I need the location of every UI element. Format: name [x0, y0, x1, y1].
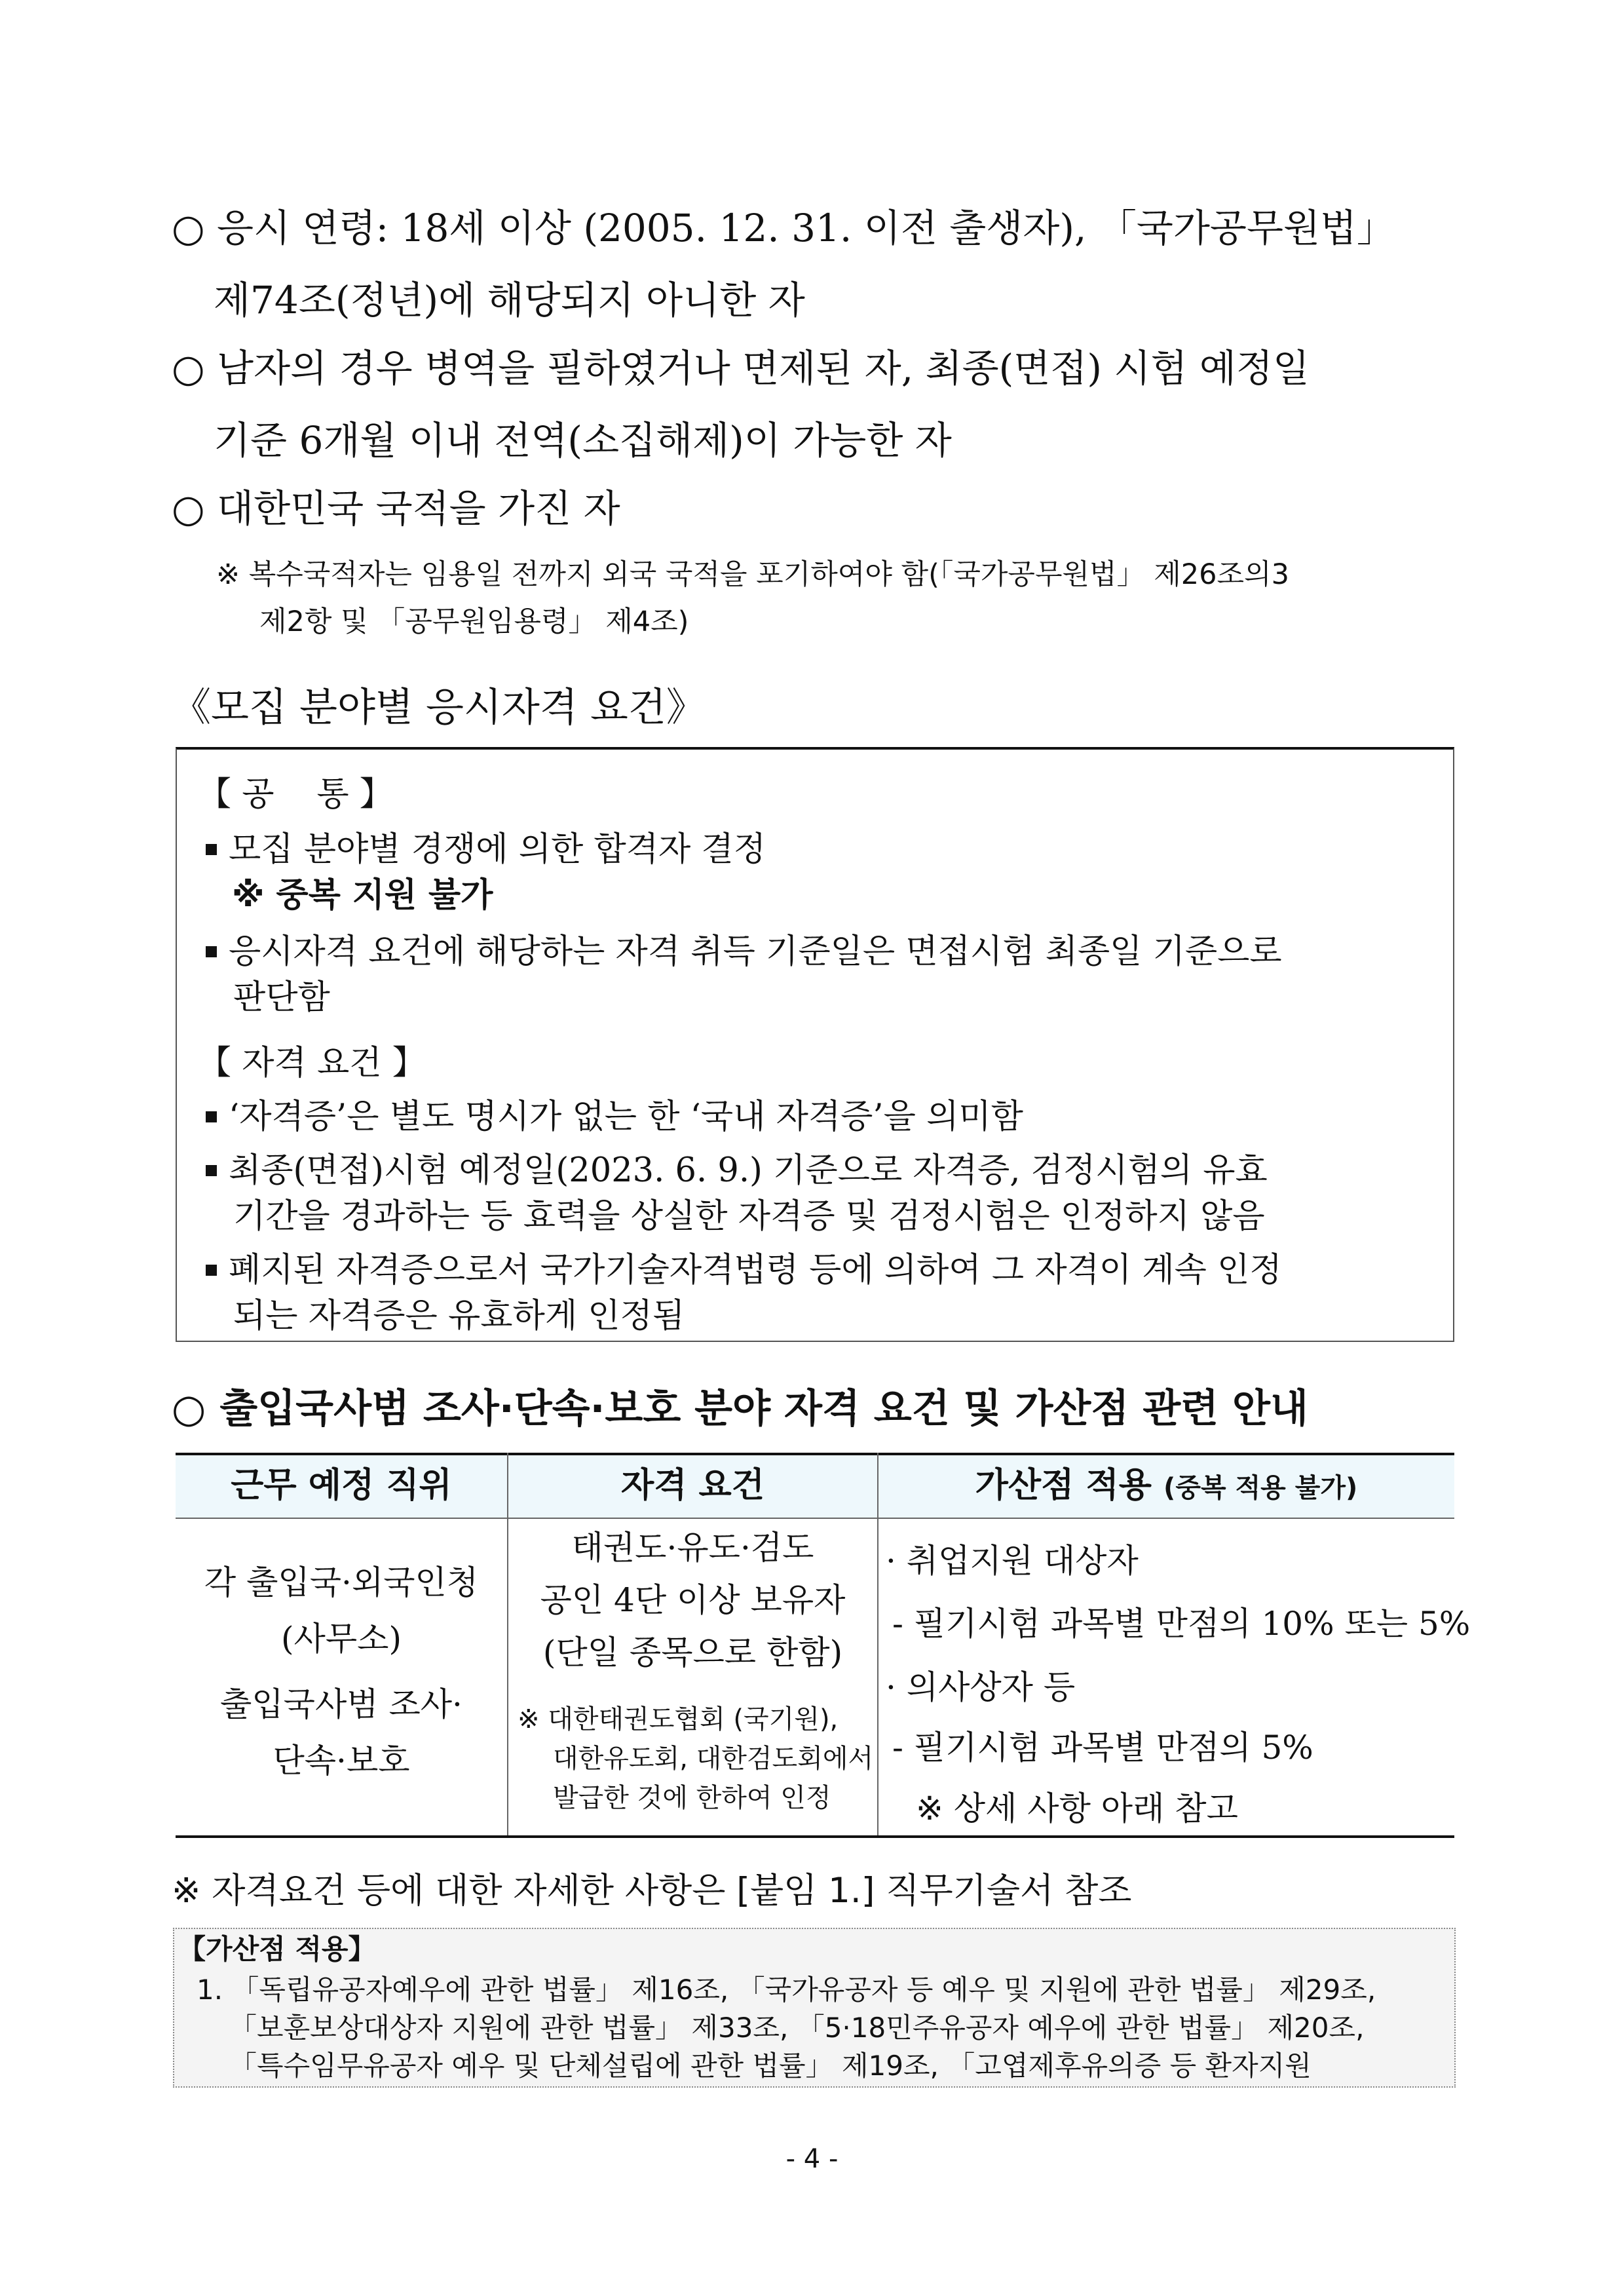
bullet-military-line2: 기준 6개월 이내 전역(소집해제)이 가능한 자	[214, 418, 952, 463]
qualification-note-line1: ※ 대한태권도협회 (국기원),	[518, 1704, 839, 1734]
bullet-military	[172, 342, 1310, 467]
position-line1: 각 출입국·외국인청	[204, 1563, 479, 1601]
bullet-nationality	[172, 482, 620, 535]
bonus-line1: 1. 「독립유공자예우에 관한 법률」 제16조, 「국가유공자 등 예우 및 지원에 관한 법률」 제29조,	[197, 1974, 1376, 2006]
square-bullet-icon	[206, 1165, 217, 1176]
qual-item2-line2: 기간을 경과하는 등 효력을 상실한 자격증 및 검정시험은 인정하지 않음	[233, 1197, 1265, 1236]
bullet-age-line1: ○ 응시 연령: 18세 이상 (2005. 12. 31. 이전 출생자), 「국가공무원법」	[172, 206, 1395, 250]
table-header-bonus-sub: (중복 적용 불가)	[1163, 1473, 1358, 1503]
qual-item2-line1: 최종(면접)시험 예정일(2023. 6. 9.) 기준으로 자격증, 검정시험의 유효	[229, 1151, 1268, 1190]
table-header-qualification: 자격 요건	[620, 1466, 765, 1505]
bonus-righteous-detail: - 필기시험 과목별 만점의 5%	[892, 1729, 1313, 1767]
dual-note-line2: 제2항 및 「공무원임용령」 제4조)	[259, 605, 689, 638]
common-item1	[206, 827, 766, 873]
qual-item1-text: ‘자격증’은 별도 명시가 없는 한 ‘국내 자격증’을 의미함	[229, 1098, 1023, 1136]
bonus-employment-support: · 취업지원 대상자	[886, 1542, 1139, 1580]
qualification-title: 【 자격 요건 】	[198, 1044, 426, 1082]
qual-item3-line1: 폐지된 자격증으로서 국가기술자격법령 등에 의하여 그 자격이 계속 인정	[229, 1251, 1282, 1290]
square-bullet-icon	[206, 1265, 217, 1276]
qual-item1	[206, 1094, 1023, 1140]
bullet-military-line1: ○ 남자의 경우 병역을 필하였거나 면제된 자, 최종(면접) 시험 예정일	[172, 346, 1310, 391]
duplicate-application-note: ※ 중복 지원 불가	[232, 876, 493, 915]
qualification-note	[518, 1700, 877, 1818]
bonus-righteous-casualty: · 의사상자 등	[886, 1668, 1076, 1706]
bullet-age-line2: 제74조(정년)에 해당되지 아니한 자	[214, 278, 805, 322]
dual-nationality-note	[216, 554, 1289, 642]
bonus-employment-detail: - 필기시험 과목별 만점의 10% 또는 5%	[892, 1605, 1471, 1643]
qualification-line2: 공인 4단 이상 보유자	[540, 1581, 846, 1619]
qualification-note-line3: 발급한 것에 한하여 인정	[553, 1783, 831, 1813]
square-bullet-icon	[206, 946, 217, 957]
square-bullet-icon	[206, 844, 217, 855]
section-heading: 《모집 분야별 응시자격 요건》	[172, 685, 706, 731]
bullet-nationality-line1: ○ 대한민국 국적을 가진 자	[172, 486, 620, 531]
bonus-line3: 「특수임무유공자 예우 및 단체설립에 관한 법률」 제19조, 「고엽제후유의증 등 환자지원	[229, 2050, 1312, 2082]
qual-item3-line2: 되는 자격증은 유효하게 인정됨	[233, 1297, 685, 1335]
square-bullet-icon	[206, 1111, 217, 1122]
position-line3: 출입국사범 조사·	[220, 1685, 463, 1723]
position-line2: (사무소)	[281, 1620, 402, 1658]
table-header-bonus-main: 가산점 적용	[975, 1466, 1152, 1505]
bullet-age	[172, 202, 1395, 326]
position-line4: 단속·보호	[273, 1742, 410, 1780]
common-item1-text: 모집 분야별 경쟁에 의한 합격자 결정	[229, 830, 766, 869]
common-item2	[206, 929, 1282, 1021]
common-item2-line1: 응시자격 요건에 해당하는 자격 취득 기준일은 면접시험 최종일 기준으로	[229, 932, 1282, 971]
qualification-line3: (단일 종목으로 한함)	[542, 1634, 843, 1672]
dual-note-line1: ※ 복수국적자는 임용일 전까지 외국 국적을 포기하여야 함(「국가공무원법」 제26조의3	[216, 558, 1289, 591]
qual-item2	[206, 1148, 1268, 1240]
qual-item3	[206, 1248, 1282, 1339]
bonus-box-title: 【가산점 적용】	[178, 1933, 376, 1965]
immigration-section-title: ○ 출입국사범 조사·단속·보호 분야 자격 요건 및 가산점 관련 안내	[172, 1386, 1308, 1432]
common-item2-line2: 판단함	[233, 978, 330, 1017]
table-cell-qualification	[508, 1521, 877, 1679]
common-title: 【 공 통 】	[198, 775, 393, 814]
qualification-line1: 태권도·유도·검도	[571, 1529, 814, 1567]
bonus-see-below-note: ※ 상세 사항 아래 참고	[916, 1789, 1238, 1827]
qualification-note-line2: 대한유도회, 대한검도회에서	[553, 1744, 874, 1774]
page-number: - 4 -	[785, 2144, 839, 2174]
reference-note: ※ 자격요건 등에 대한 자세한 사항은 [붙임 1.] 직무기술서 참조	[172, 1871, 1132, 1911]
bonus-box-text	[197, 1971, 1376, 2085]
table-header-bonus	[878, 1453, 1454, 1521]
bonus-line2: 「보훈보상대상자 지원에 관한 법률」 제33조, 「5·18민주유공자 예우에 관한 법률」 제20조,	[229, 2012, 1365, 2044]
table-cell-position	[176, 1554, 507, 1789]
table-header-position: 근무 예정 직위	[231, 1466, 452, 1505]
table-cell-bonus	[886, 1531, 1471, 1840]
